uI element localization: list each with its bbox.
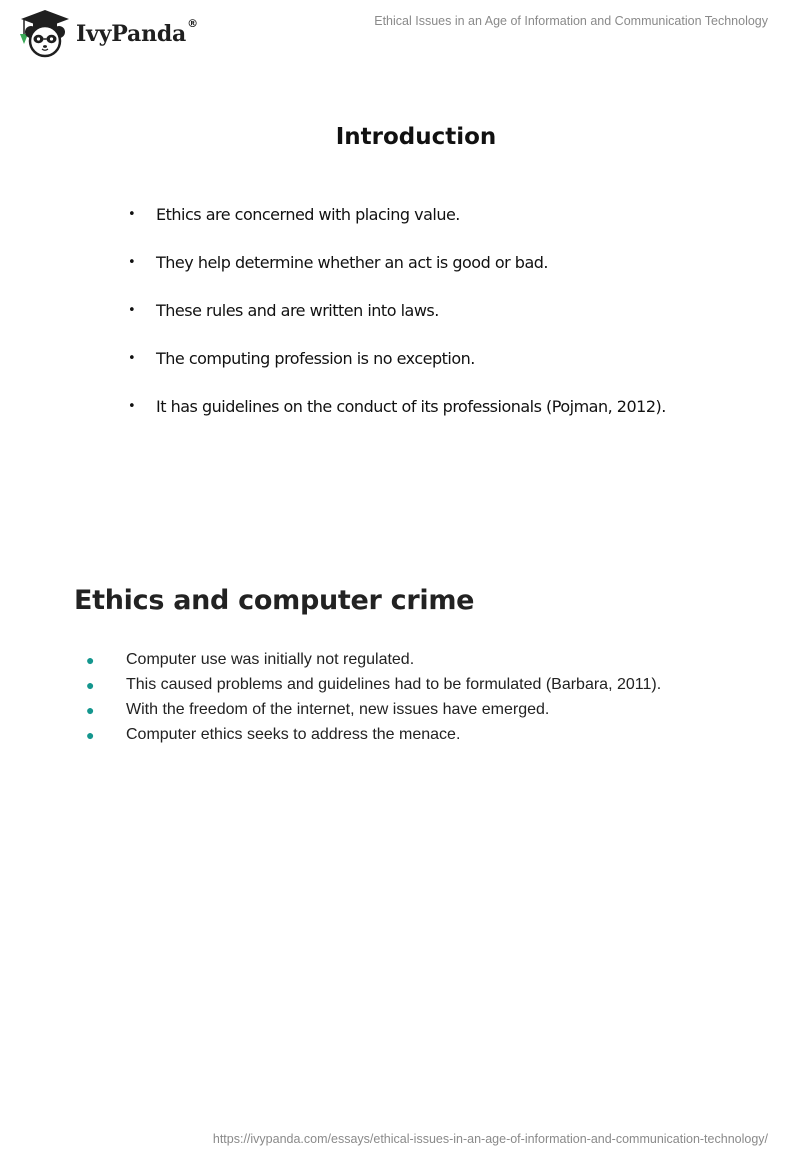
slide-title-introduction: Introduction <box>335 124 497 150</box>
panda-graduate-icon <box>16 8 74 58</box>
brand-name: IvyPanda® <box>76 16 198 47</box>
bullet-icon: • <box>128 303 136 318</box>
computer-crime-bullet-list <box>86 647 661 747</box>
bullet-icon: • <box>128 351 136 366</box>
list-item: • It has guidelines on the conduct of its professionals (Pojman, 2012). <box>128 397 666 416</box>
list-item: ● This caused problems and guidelines had to be formulated (Barbara, 2011). <box>86 675 662 693</box>
registered-mark: ® <box>187 16 198 30</box>
list-item: • These rules and are written into laws. <box>128 301 439 320</box>
list-item: ● With the freedom of the internet, new issues have emerged. <box>86 700 550 718</box>
list-item: ● Computer ethics seeks to address the menace. <box>86 725 461 743</box>
document-title: Ethical Issues in an Age of Information and Communication Technology <box>374 14 768 28</box>
bullet-icon: • <box>128 399 136 414</box>
teal-bullet-icon: ● <box>86 701 95 718</box>
introduction-bullet-list <box>128 204 666 444</box>
teal-bullet-icon: ● <box>86 651 95 668</box>
bullet-icon: • <box>128 207 136 222</box>
bullet-icon: • <box>128 255 136 270</box>
brand-logo[interactable] <box>16 8 198 58</box>
list-item: • They help determine whether an act is good or bad. <box>128 253 548 272</box>
teal-bullet-icon: ● <box>86 676 95 693</box>
source-url-link[interactable]: https://ivypanda.com/essays/ethical-issues-in-an-age-of-information-and-communication-technology/ <box>212 1132 768 1146</box>
slide-title-ethics-computer-crime: Ethics and computer crime <box>74 585 475 616</box>
list-item: • The computing profession is no exception. <box>128 349 475 368</box>
list-item: • Ethics are concerned with placing value. <box>128 205 460 224</box>
teal-bullet-icon: ● <box>86 726 95 743</box>
list-item: ● Computer use was initially not regulated. <box>86 650 415 668</box>
